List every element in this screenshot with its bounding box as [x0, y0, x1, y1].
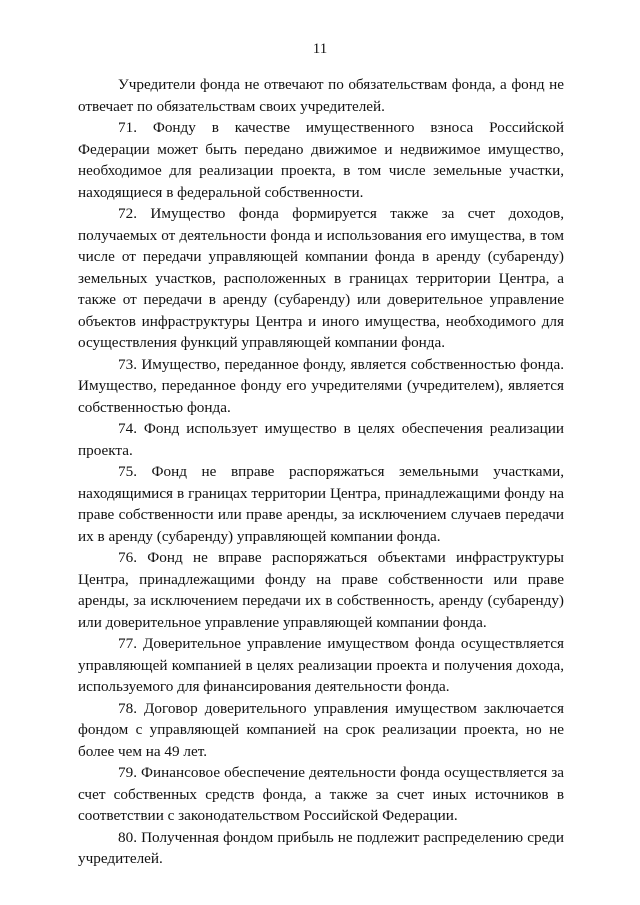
- paragraph-73: 73. Имущество, переданное фонду, является собственностью фонда. Имущество, переданное фонду его учредителями (учредителем), является собственностью фонда.: [78, 355, 564, 416]
- page-number: 11: [312, 41, 328, 57]
- document-body: [78, 74, 564, 870]
- paragraph-77: 77. Доверительное управление имуществом фонда осуществляется управляющей компанией в целях реализации проекта и получения дохода, используемого для финансирования деятельности фонда.: [78, 635, 564, 695]
- paragraph-80: 80. Полученная фондом прибыль не подлежит распределению среди учредителей.: [78, 828, 564, 867]
- paragraph-78: 78. Договор доверительного управления имуществом заключается фондом с управляющей компанией на срок реализации проекта, но не более чем на 49 лет.: [78, 699, 564, 760]
- paragraph-founders-liability: Учредители фонда не отвечают по обязательствам фонда, а фонд не отвечает по обязательствам своих учредителей.: [78, 76, 564, 115]
- paragraph-74: 74. Фонд использует имущество в целях обеспечения реализации проекта.: [78, 420, 564, 459]
- paragraph-79: 79. Финансовое обеспечение деятельности фонда осуществляется за счет собственных средств фонда, а также за счет иных источников в соответствии с законодательством Российской Федерации.: [78, 764, 564, 824]
- paragraph-71: 71. Фонду в качестве имущественного взноса Российской Федерации может быть передано движимое и недвижимое имущество, необходимое для реализации проекта, в том числе земельные участки, находящиеся в федеральной собственности.: [78, 119, 564, 201]
- paragraph-75: 75. Фонд не вправе распоряжаться земельными участками, находящимися в границах территории Центра, принадлежащими фонду на праве собственности или праве аренды, за исключением случаев передачи их в аренду (субаренду) управляющей компании фонда.: [78, 463, 564, 545]
- paragraph-72: 72. Имущество фонда формируется также за счет доходов, получаемых от деятельности фонда и использования его имущества, в том числе от передачи управляющей компании фонда в аренду (субаренду) земельных участков, расположенных в границах территории Центра, а также от передачи в аренду (субаренду) или доверительное управление объектов инфраструктуры Центра и иного имущества, необходимого для осуществления функций управляющей компании фонда.: [78, 205, 564, 351]
- paragraph-76: 76. Фонд не вправе распоряжаться объектами инфраструктуры Центра, принадлежащими фонду на праве собственности или праве аренды, за исключением передачи их в собственность, аренду (субаренду) или доверительное управление управляющей компании фонда.: [78, 549, 564, 631]
